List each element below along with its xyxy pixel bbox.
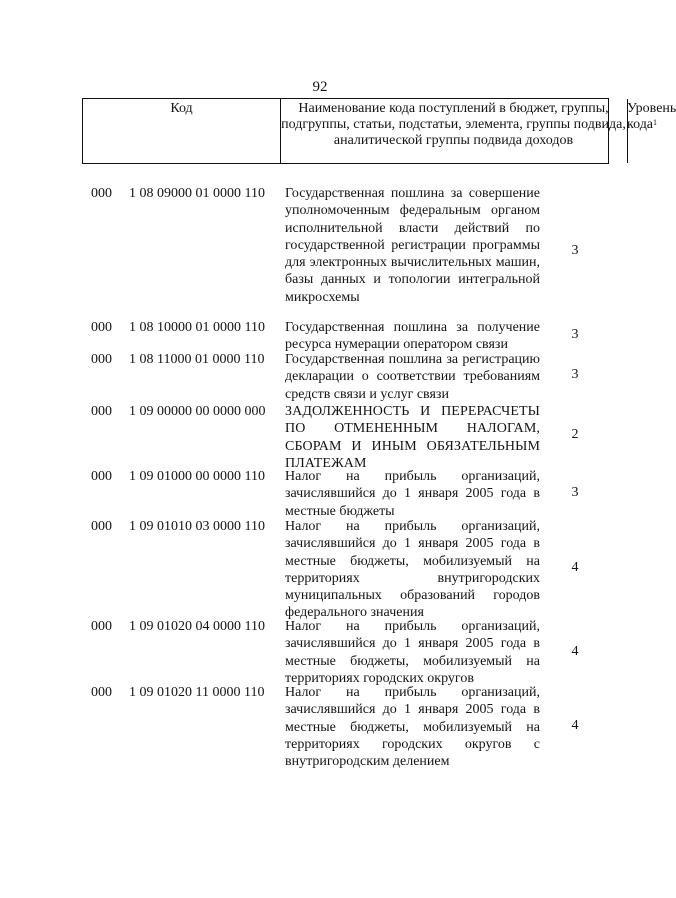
revenue-code: 1 09 01000 00 0000 110 (129, 469, 265, 484)
admin-code: 000 (91, 685, 112, 700)
revenue-name: Налог на прибыль организаций, зачислявшийся до 1 января 2005 года в местные бюджеты, мобилизуемый на территориях внутригородских муниципальных образований городов федерального значения (285, 519, 540, 621)
admin-code: 000 (91, 186, 112, 201)
revenue-code: 1 09 01020 04 0000 110 (129, 619, 265, 634)
revenue-code: 1 08 10000 01 0000 110 (129, 320, 265, 335)
revenue-name: Налог на прибыль организаций, зачислявшийся до 1 января 2005 года в местные бюджеты, мобилизуемый на территориях городских округов с внутригородским делением (285, 685, 540, 770)
admin-code: 000 (91, 320, 112, 335)
revenue-code: 1 09 01010 03 0000 110 (129, 519, 265, 534)
revenue-code: 1 08 09000 01 0000 110 (129, 186, 265, 201)
table-header (82, 98, 676, 164)
revenue-name: Государственная пошлина за регистрацию декларации о соответствии требованиям средств связи и услуг связи (285, 352, 540, 402)
code-level: 4 (571, 718, 579, 733)
revenue-name: Государственная пошлина за получение ресурса нумерации оператором связи (285, 320, 540, 353)
header-level-footnote: 1 (653, 118, 658, 127)
page-number: 92 (312, 79, 328, 95)
header-code: Код (83, 99, 281, 163)
code-level: 3 (571, 367, 579, 382)
revenue-name: Государственная пошлина за совершение уполномоченным федеральным органом исполнительной власти действий по государственной регистрации программы для электронных вычислительных машин, базы данных и топологии интегральной микросхемы (285, 186, 540, 305)
revenue-code: 1 09 01020 11 0000 110 (129, 685, 265, 700)
code-level: 4 (571, 560, 579, 575)
header-name: Наименование кода поступлений в бюджет, группы, подгруппы, статьи, подстатьи, элемента, группы подвида, аналитической группы подвида доходов (280, 99, 628, 163)
code-level: 3 (571, 485, 579, 500)
header-level-text: Уровень кода (627, 101, 676, 132)
admin-code: 000 (91, 404, 112, 419)
code-level: 3 (571, 243, 579, 258)
code-level: 3 (571, 327, 579, 342)
admin-code: 000 (91, 469, 112, 484)
code-level: 2 (571, 427, 579, 442)
revenue-name: Налог на прибыль организаций, зачислявшийся до 1 января 2005 года в местные бюджеты, мобилизуемый на территориях городских округов (285, 619, 540, 686)
revenue-name: ЗАДОЛЖЕННОСТЬ И ПЕРЕРАСЧЕТЫ ПО ОТМЕНЕННЫМ НАЛОГАМ, СБОРАМ И ИНЫМ ОБЯЗАТЕЛЬНЫМ ПЛАТЕЖАМ (285, 404, 540, 471)
admin-code: 000 (91, 619, 112, 634)
code-level: 4 (571, 644, 579, 659)
revenue-code: 1 08 11000 01 0000 110 (129, 352, 265, 367)
admin-code: 000 (91, 352, 112, 367)
revenue-name: Налог на прибыль организаций, зачислявшийся до 1 января 2005 года в местные бюджеты (285, 469, 540, 519)
admin-code: 000 (91, 519, 112, 534)
revenue-code: 1 09 00000 00 0000 000 (129, 404, 266, 419)
